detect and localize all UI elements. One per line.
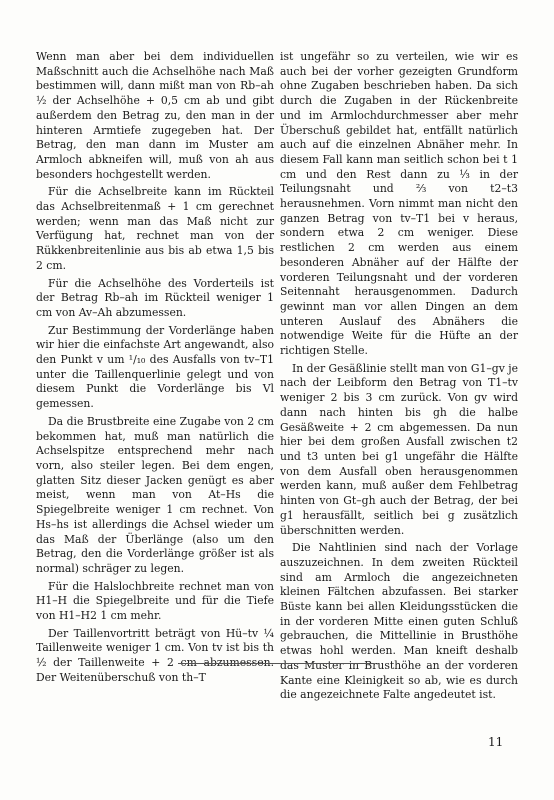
left-text-column	[36, 50, 274, 689]
page-number: 11	[488, 735, 504, 749]
paragraph: Zur Bestimmung der Vorderlänge haben wir hier die einfachste Art angewandt, also den Punkt v um ¹/₁₀ des Ausfalls von tv–T1 unter die Taillenquerlinie gelegt und von diesem Punkt die Vorderlänge bis Vl gemessen.	[36, 323, 274, 411]
paragraph: Die Nahtlinien sind nach der Vorlage auszuzeichnen. In dem zweiten Rückteil sind am Armloch die angezeichneten kleinen Fältchen abzufassen. Bei starker Büste kann bei allen Kleidungsstücken die in der vorderen Mitte einen guten Schluß gebrauchen, die Mittellinie in Brusthöhe etwas hohl werden. Man kneift deshalb das Muster in Brusthöhe an der vorderen Kante eine Kleinigkeit so ab, wie es durch die angezeichnete Falte angedeutet ist.	[280, 541, 518, 702]
paragraph: In der Gesäßlinie stellt man von G1–gv je nach der Leibform den Betrag von T1–tv weniger 2 bis 3 cm zurück. Von gv wird dann nach hinten bis gh die halbe Gesäßweite + 2 cm abgemessen. Da nun hier bei dem großen Ausfall zwischen t2 und t3 unten bei g1 ungefähr die Hälfte von dem Ausfall oben herausgenommen werden kann, muß außer dem Fehlbetrag hinten von Gt–gh auch der Betrag, der bei g1 herausfällt, seitlich bei g zusätzlich überschnitten werden.	[280, 361, 518, 537]
right-text-column	[280, 50, 518, 706]
paragraph: Der Taillenvortritt beträgt von Hü–tv ¼ Taillenweite weniger 1 cm. Von tv ist bis th ½ der Taillenweite + 2 cm abzumessen. Der Weitenüberschuß von th–T	[36, 626, 274, 684]
paragraph: Für die Achselhöhe des Vorderteils ist der Betrag Rb–ah im Rückteil weniger 1 cm von Av–Ah abzumessen.	[36, 276, 274, 319]
paragraph: Für die Halslochbreite rechnet man von H1–H die Spiegelbreite und für die Tiefe von H1–H2 1 cm mehr.	[36, 579, 274, 623]
paragraph: Für die Achselbreite kann im Rückteil das Achselbreitenmaß + 1 cm gerechnet werden; wenn man das Maß nicht zur Verfügung hat, rechnet man von der Rükkenbreitenlinie aus bis ab etwa 1,5 bis 2 cm.	[36, 185, 274, 272]
paragraph: ist ungefähr so zu verteilen, wie wir es auch bei der vorher gezeigten Grundform ohne Zugaben beschrieben haben. Da sich durch die Zugaben in der Rückenbreite und im Armlochdurchmesser aber mehr Überschuß gebildet hat, entfällt natürlich auch auf die einzelnen Abnäher mehr. In diesem Fall kann man seitlich schon bei t 1 cm und den Rest dann zu ⅓ in der Teilungsnaht und ⅔ von t2–t3 herausnehmen. Vorn nimmt man nicht den ganzen Betrag von tv–T1 bei v heraus, sondern etwa 2 cm weniger. Diese restlichen 2 cm werden aus einem besonderen Abnäher auf der Hälfte der vorderen Teilungsnaht und der vorderen Seitennaht herausgenommen. Dadurch gewinnt man vor allen Dingen an dem unteren Auslauf des Abnähers die notwendige Weite für die Hüfte an der richtigen Stelle.	[280, 50, 518, 358]
section-divider	[178, 663, 374, 664]
paragraph: Wenn man aber bei dem individuellen Maßschnitt auch die Achselhöhe nach Maß bestimmen will, dann mißt man von Rb–ah ½ der Achselhöhe + 0,5 cm ab und gibt außerdem den Betrag zu, den man in der hinteren Armtiefe zugegeben hat. Der Betrag, den man dann im Muster am Armloch abkneifen will, muß von ah aus besonders hochgestellt werden.	[36, 50, 274, 181]
paragraph: Da die Brustbreite eine Zugabe von 2 cm bekommen hat, muß man natürlich die Achselspitze entsprechend mehr nach vorn, also steiler legen. Bei dem engen, glatten Sitz dieser Jacken genügt es aber meist, wenn man von At–Hs die Spiegelbreite weniger 1 cm rechnet. Von Hs–hs ist allerdings die Achsel wieder um das Maß der Überlänge (also um den Betrag, den die Vorderlänge größer ist als normal) schräger zu legen.	[36, 414, 274, 575]
